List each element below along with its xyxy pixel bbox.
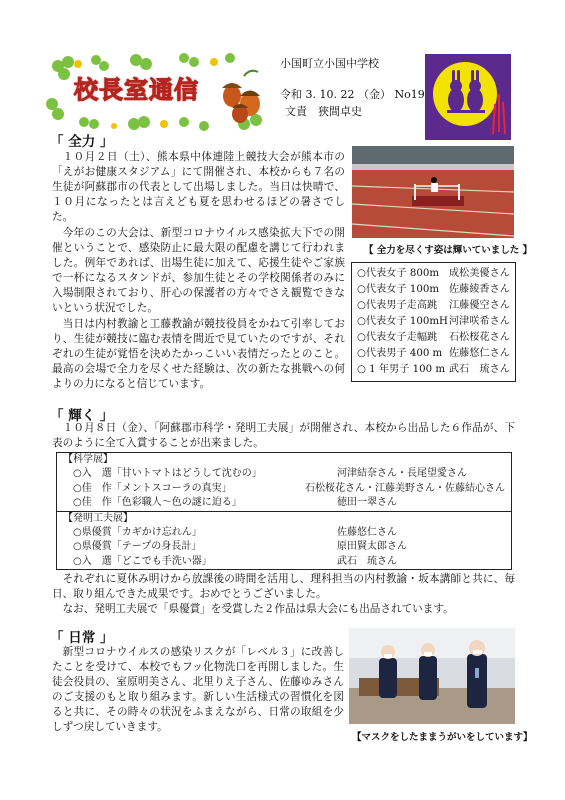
award-row: ○県優賞「テープの身長計」 原田賢太郎さん (73, 541, 407, 553)
representatives-box (351, 262, 516, 382)
section3-text: 新型コロナウイルスの感染リスクが「レベル３」に改善したことを受けて、本校でもフッ化物洗口を再開しました。生徒会役員の、室原明美さん、北里りえ子さん、佐藤ゆみさんのご支援のもと取り組みます。新しい生活様式の習慣化を図ると共に、その時々の状況をふまえながら、日常の取組を少しずつ戻していきます。 (52, 646, 344, 734)
award-row: ○県優賞「カギかけ忘れん」 佐藤悠仁さん (73, 527, 397, 539)
section1-text-bottom (52, 226, 345, 392)
track-meet-photo (352, 146, 514, 238)
section1-paragraph-3: 当日は内村教諭と工藤教諭が競技役員をかねて引率しており、生徒が競技に臨む表情を間近で見ていたのですが、それぞれの生徒が覚悟を決めたかっこいい表情だったとのこと。最高の会場で全力を尽くせた経験は、次の新たな挑戦への何よりの力になると信じています。 (52, 317, 345, 390)
school-name: 小国町立小国中学校 (280, 57, 379, 70)
rep-row: ○代表男子 400 m 佐藤悠仁さん (357, 348, 510, 359)
section-heading-nichijou: 「 日常 」 (50, 630, 114, 646)
author-line: 文責 狹間卓史 (285, 105, 362, 118)
award-group-invention (57, 511, 511, 570)
rep-row: ○代表女子 100m 佐藤綾香さん (357, 284, 510, 295)
track-photo-caption: 【 全力を尽くす姿は輝いていました 】 (364, 245, 533, 256)
gargle-photo (349, 628, 515, 724)
rep-row: ○ 1 年男子 100 m 武石 琉さん (357, 364, 510, 375)
section1-paragraph-2: 今年のこの大会は、新型コロナウイルス感染拡大下での開催ということで、感染防止に最大限の配慮を講じて行われました。例年であれば、出場生徒に加えて、応援生徒やご家族で一杯になるスタンドが、参加生徒とその学校関係者のみに入場制限されており、肝心の保護者の方々でさえ観覧できないという状況でした。 (52, 227, 345, 315)
section2-intro: １０月８日（金）、「阿蘇郡市科学・発明工夫展」が開催され、本校から出品した６作品が、下表のように全て入賞することが出来ました。 (52, 422, 515, 450)
issue-date: 令和 3. 10. 22 （金） No19 (280, 88, 425, 101)
award-group-label: 【発明工夫展】 (63, 512, 133, 524)
section2-closing-1: それぞれに夏休み明けから放課後の時間を活用し、理科担当の内村教諭・坂本講師と共に、毎日、取り組んできた成果です。おめでとうございました。 (52, 573, 515, 601)
school-emblem-icon (425, 54, 511, 140)
award-row: ○佳 作「メントスコーラの真実」 石松桜花さん・江藤美野さん・佐藤結心さん (73, 482, 505, 494)
awards-table (56, 452, 512, 570)
section2-closing (52, 572, 515, 617)
section1-paragraph-1: １０月２日（土）、熊本県中体連陸上競技大会が熊本市の「えがお健康スタジアム」にて開催され、本校からも７名の生徒が阿蘇郡市の代表として出場しました。当日は快晴で、１０月になったとは言えども夏を思わせるほどの暑さでした。 (52, 151, 345, 224)
section1-text-top (52, 150, 345, 225)
section-heading-kagayaku: 「 輝く 」 (50, 408, 114, 424)
award-group-label: 【科学展】 (63, 454, 113, 465)
section2-closing-2: なお、発明工夫展で「県優賞」を受賞した２作品は県大会にも出品されています。 (62, 603, 454, 616)
section-heading-zenryoku: 「 全力 」 (50, 134, 114, 150)
gargle-photo-caption: 【マスクをしたままうがいをしています】 (352, 732, 533, 743)
award-row: ○入 選「どこでも手洗い器」 武石 琉さん (73, 555, 397, 567)
rep-row: ○代表女子 800m 成松美優さん (357, 268, 510, 279)
award-row: ○入 選「甘いトマトはどうして沈むの」 河津結奈さん・長尾望愛さん (73, 468, 467, 480)
award-group-science (57, 453, 511, 511)
rep-row: ○代表男子走高跳 江藤優空さん (357, 300, 510, 311)
rep-row: ○代表女子 100mH 河津咲希さん (357, 316, 510, 327)
award-row: ○佳 作「色彩職人～色の謎に迫る」 徳田一翠さん (73, 497, 397, 509)
rep-row: ○代表女子走幅跳 石松桜花さん (357, 332, 510, 343)
newsletter-title: 校長室通信 (74, 76, 199, 104)
